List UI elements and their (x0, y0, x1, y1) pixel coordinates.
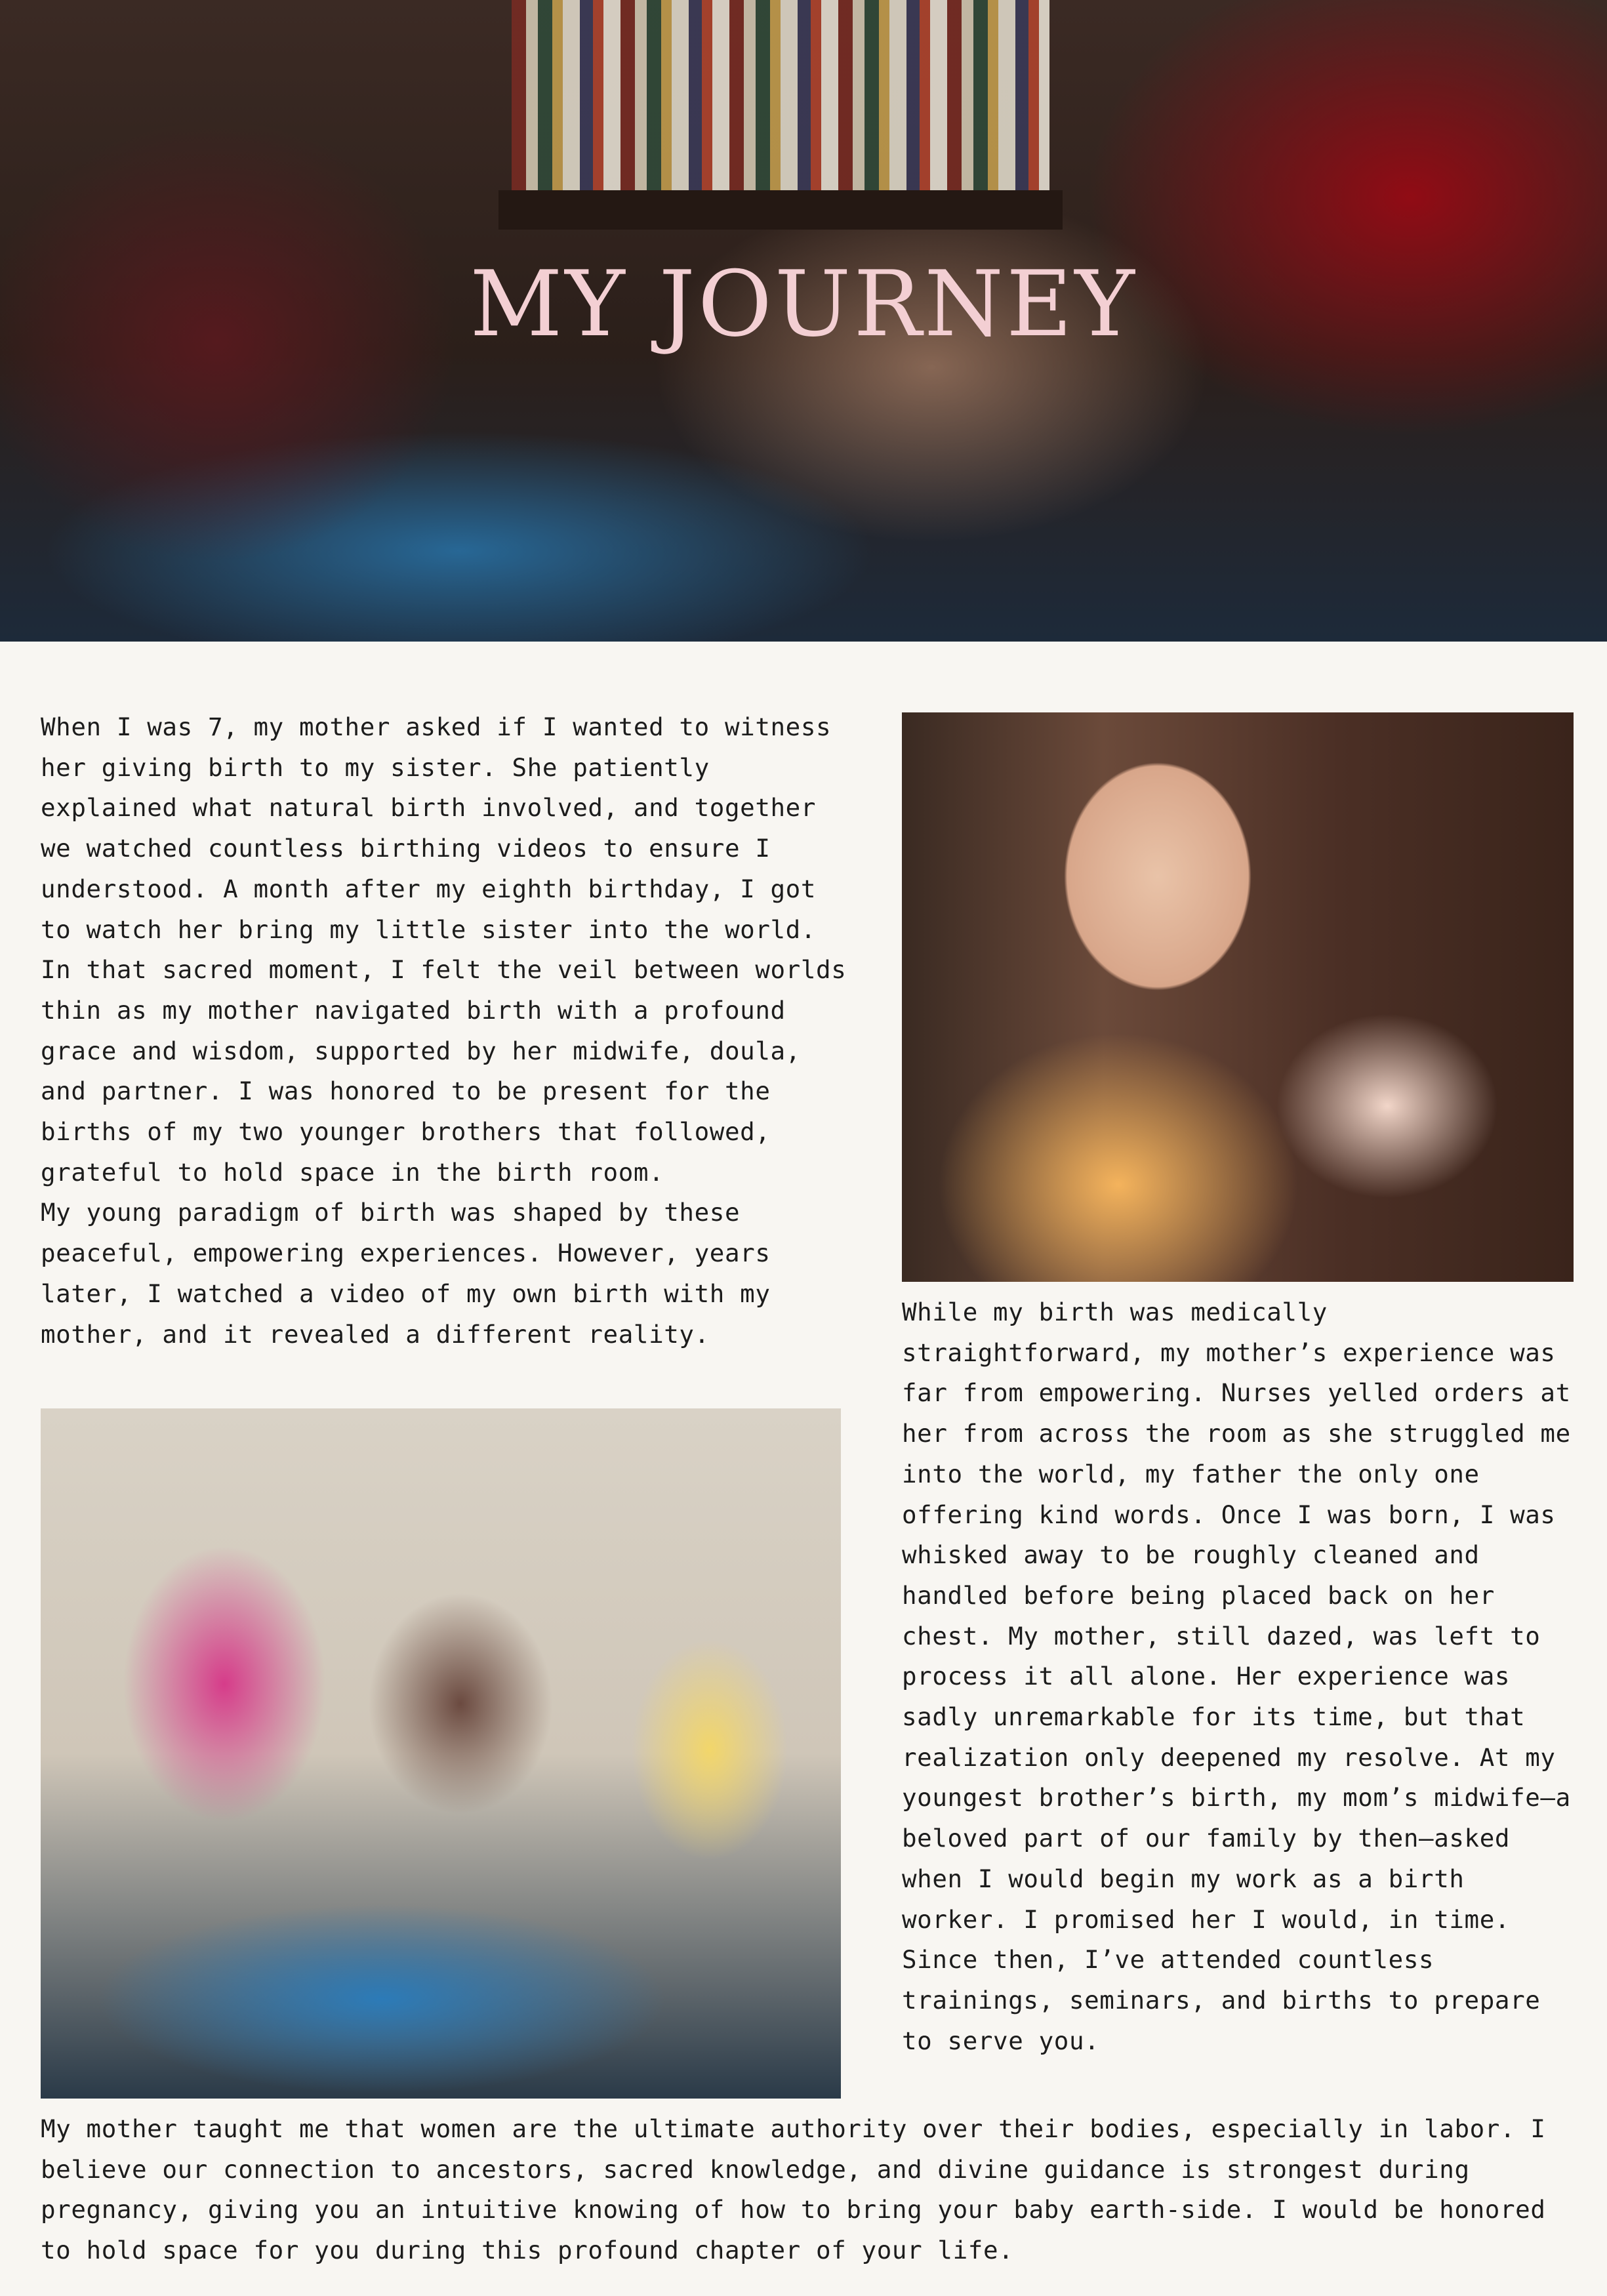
story-paragraph-2: While my birth was medically straightforward, my mother’s experience was far from empowering. Nurses yelled orders at her from across the room as she struggled me into the world, my father the only one offering kind words. Once I was born, I was whisked away to be roughly cleaned and handled before being placed back on her chest. My mother, still dazed, was left to process it all alone. Her experience was sadly unremarkable for its time, but that realization only deepened my resolve. At my youngest brother’s birth, my mom’s midwife—a beloved part of our family by then—asked when I would begin my work as a birth worker. I promised her I would, in time. Since then, I’ve attended countless trainings, seminars, and births to prepare to serve you. (902, 1298, 1571, 2055)
girl-holding-baby-photo (902, 712, 1574, 1282)
bookshelf-photo-detail (512, 0, 1049, 197)
family-birth-pool-photo (41, 1408, 841, 2099)
story-paragraph-1: When I was 7, my mother asked if I wanted to witness her giving birth to my sister. She patiently explained what natural birth involved, and together we watched countless birthing videos to ensure I understood. A month after my eighth birthday, I got to watch her bring my little sister into the world. In that sacred moment, I felt the veil between worlds thin as my mother navigated birth with a profound grace and wisdom, supported by her midwife, doula, and partner. I was honored to be present for the births of my two younger brothers that followed, grateful to hold space in the birth room. My young paradigm of birth was shaped by these peaceful, empowering experiences. However, years later, I watched a video of my own birth with my mother, and it revealed a different reality. (41, 712, 847, 1349)
story-paragraph-3: My mother taught me that women are the ultimate authority over their bodies, especially in labor. I believe our connection to ancestors, sacred knowledge, and divine guidance is strongest during pregnancy, giving you an intuitive knowing of how to bring your baby earth-side. I would be honored to hold space for you during this profound chapter of your life. (41, 2114, 1546, 2265)
page-title: MY JOURNEY (470, 251, 1137, 357)
hero-photo (0, 0, 1607, 642)
shelf-photo-detail (498, 190, 1063, 230)
